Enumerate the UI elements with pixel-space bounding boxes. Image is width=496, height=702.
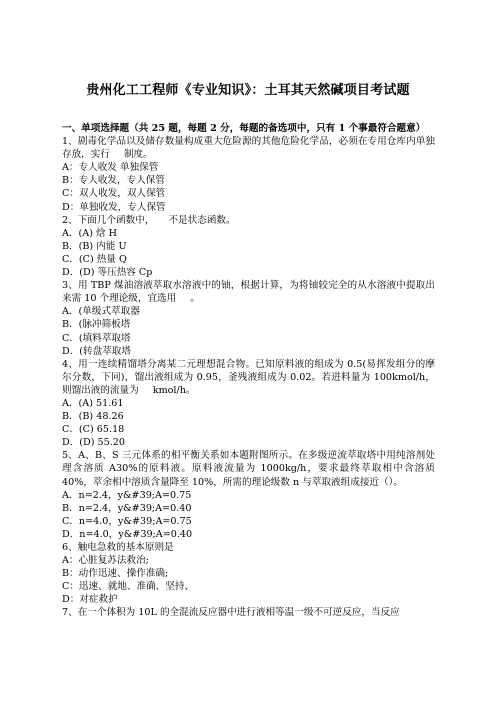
option-d: D：对症救护	[62, 594, 118, 606]
option-a: A：专人收发 单独保管	[62, 162, 159, 174]
option-a: A．n=2.4，y&#39;A=0.75	[62, 489, 192, 501]
section-heading: 一、单项选择题（共 25 题，每题 2 分，每题的备选项中，只有 1 个事最符合题意）	[62, 123, 426, 134]
option-a: A．(单级式萃取器	[62, 306, 140, 318]
option-b: B．(脉冲筛板塔	[62, 319, 131, 331]
option-b: B：专人收发，专人保管	[62, 175, 165, 187]
question-stem-tail: 制度。	[123, 149, 153, 161]
question-stem: 1、剧毒化学品以及储存数量构成重大危险源的其他危险化学品，必须在专用仓库内单独存放，实行	[62, 136, 435, 161]
option-d: D．(D) 等压热容 Cp	[62, 267, 153, 279]
option-d: D．(转盘萃取塔	[62, 345, 131, 357]
question-stem-tail: 不是状态函数。	[168, 214, 236, 226]
option-c: C：迅速、就地、准确、坚持、	[62, 581, 195, 593]
question-3	[62, 279, 435, 358]
page-title: 贵州化工工程师《专业知识》：土耳其天然碱项目考试题	[86, 83, 410, 98]
option-b: B．(B) 内能 U	[62, 240, 127, 252]
question-stem-tail: 。	[190, 293, 200, 305]
option-a: A：心脏复苏法救治;	[62, 555, 149, 567]
question-5	[62, 449, 435, 541]
question-stem: 2、下面几个函数中，	[62, 214, 155, 226]
question-2	[62, 214, 435, 279]
document-body	[62, 122, 435, 620]
question-4	[62, 358, 435, 450]
option-c: C．(填料萃取塔	[62, 332, 131, 344]
question-7	[62, 606, 435, 619]
option-c: C．(C) 热量 Q	[62, 253, 127, 265]
question-stem: 5、A、B、S 三元体系的相平衡关系如本题附图所示。在多级逆流萃取塔中用纯溶剂处理含溶质 A30%的原料液。原料液流量为 1000kg/h，要求最终萃取相中含溶质 40%，萃余相中溶质含量降至 10%，所需的理论级数 n 与萃取液组成接近（）。	[62, 450, 435, 488]
question-stem: 7、在一个体积为 10L 的全混流反应器中进行液相等温一级不可逆反应，当反应	[62, 607, 400, 619]
option-b: B．(B) 48.26	[62, 411, 124, 423]
option-c: C：双人收发，双人保管	[62, 188, 166, 200]
question-stem-tail: kmol/h。	[152, 384, 196, 396]
option-d: D．n=4.0，y&#39;A=0.40	[62, 528, 193, 540]
option-d: D．(D) 55.20	[62, 437, 125, 449]
option-b: B：动作迅速、操作准确;	[62, 568, 169, 580]
question-stem: 4、用一连续精馏塔分离某二元理想混合物。已知原料液的组成为 0.5(易挥发组分的摩尔分数，下同)，馏出液组成为 0.95，釜残液组成为 0.02。若进料量为 100kmol/h，则馏出液的流量为	[62, 358, 435, 396]
option-a: A．(A) 51.61	[62, 397, 124, 409]
option-b: B．n=2.4，y&#39;A=0.40	[62, 502, 192, 514]
question-6	[62, 541, 435, 606]
option-a: A．(A) 焓 H	[62, 227, 117, 239]
question-stem: 6、触电急救的基本原则是	[62, 542, 174, 553]
option-d: D：单独收发，专人保管	[62, 201, 166, 213]
question-stem: 3、用 TBP 煤油溶液萃取水溶液中的铀，根据计算，为将铀较完全的从水溶液中提取出来需 10 个理论级，宜选用	[62, 280, 435, 305]
option-c: C．n=4.0，y&#39;A=0.75	[62, 515, 192, 527]
question-1	[62, 135, 435, 214]
option-c: C．(C) 65.18	[62, 424, 125, 436]
